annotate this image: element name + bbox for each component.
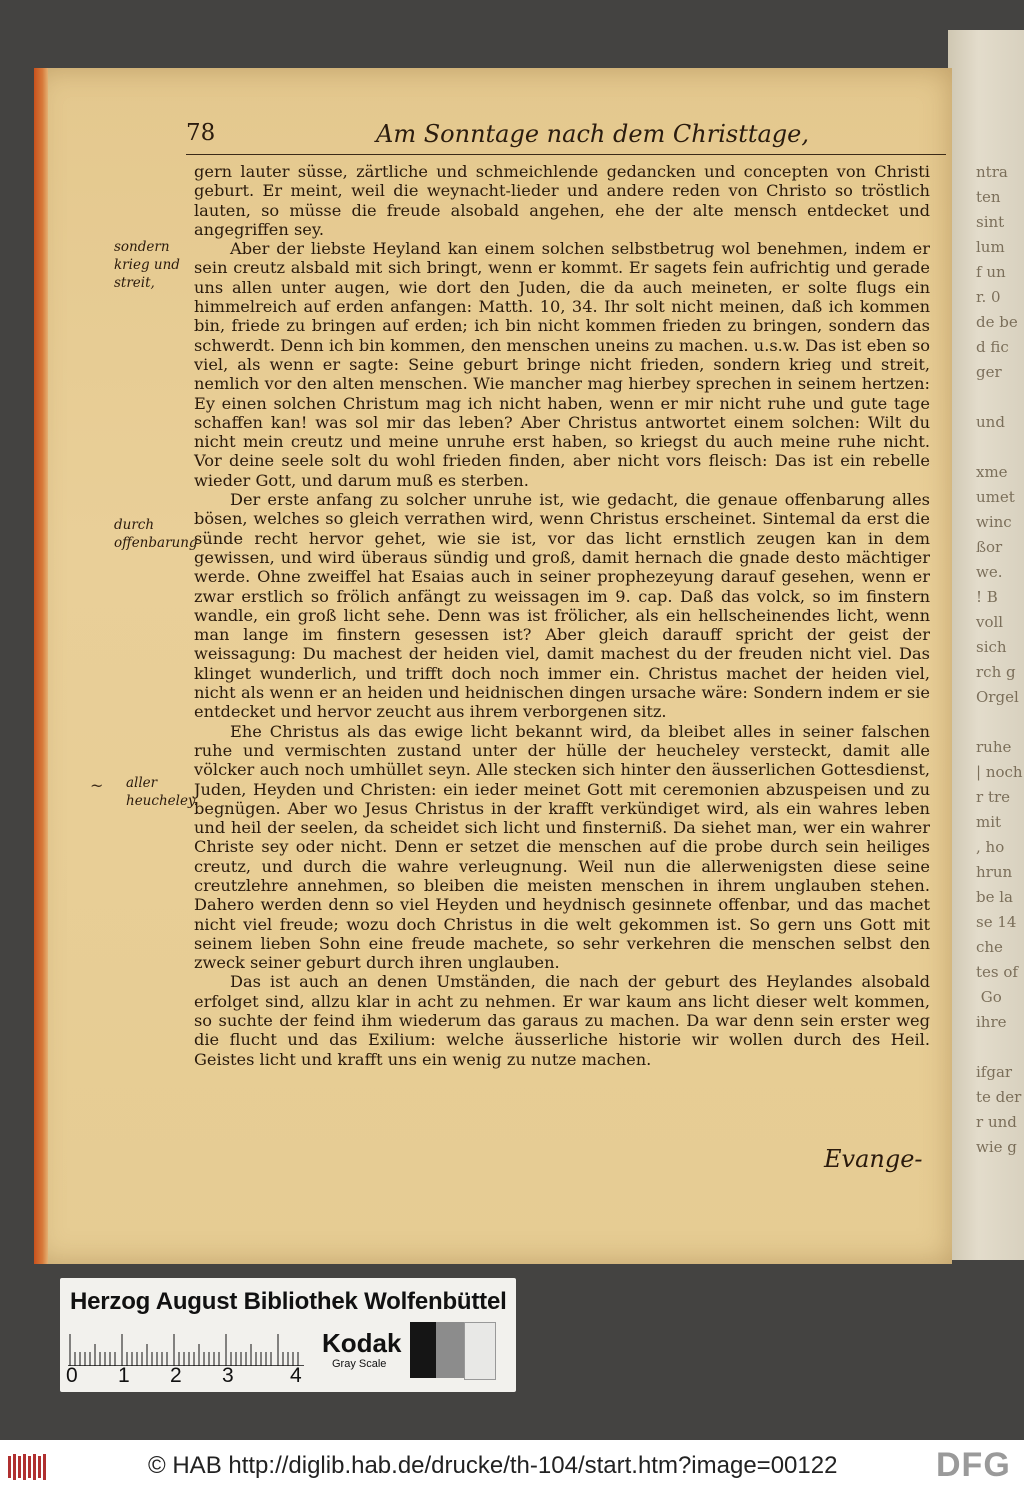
ruler-digit: 0 [66, 1364, 78, 1387]
paragraph: Das ist auch an denen Umständen, die nach der geburt des Heylandes alsobald erfolget sind, allzu klar in acht zu nehmen. Er war kaum ans licht dieser welt kommen, so suchte der feind ihm wiederum das garaus zu machen. Da war denn sein erster weg die flucht und das Exilium: welche äusserliche historie wir wollen durch des Heil. Geistes licht und krafft uns ein wenig zu nutze machen. [194, 972, 930, 1069]
book-page [34, 68, 952, 1264]
dfg-logo: DFG [936, 1446, 1011, 1484]
marginal-note-2: durch offenbarung [114, 517, 198, 551]
footer-bar [0, 1440, 1024, 1495]
facing-page-sliver [948, 30, 1024, 1260]
paragraph: gern lauter süsse, zärtliche und schmeichlende gedancken und concepten von Christi geburt. Er meint, weil die weynacht-lieder und andere reden von Christo so tröstlich lauten, so müsse die freude alsobald angehen, ehe der alte mensch entdecket und angegriffen sey. [194, 162, 930, 239]
gray-patch-white [464, 1322, 496, 1380]
facing-page-text: ntra ten sint lum f un r. 0 de be d fic ger und xme umet winc ßor we. ! B voll sich rch g Orgel ruhe | noch r tre mit , ho hrun be la se 14 che tes of Go ihre ifgar te der r und wie g [976, 163, 1023, 1156]
library-label [60, 1278, 516, 1392]
catchword: Evange- [824, 1145, 923, 1173]
gray-scale-caption: Gray Scale [332, 1358, 387, 1370]
page-number: 78 [186, 120, 216, 146]
institution-name: Herzog August Bibliothek Wolfenbüttel [70, 1288, 507, 1315]
ruler-digit: 2 [170, 1364, 182, 1387]
ruler-digits [64, 1364, 314, 1388]
page-edge [34, 68, 48, 1264]
kodak-brand: Kodak [322, 1328, 402, 1358]
page-title: Am Sonntage nach dem Christtage, [376, 120, 809, 148]
copyright-link[interactable]: © HAB http://diglib.hab.de/drucke/th-104/start.htm?image=00122 [148, 1452, 838, 1479]
marginal-note-1: sondern krieg und streit, [114, 239, 180, 291]
running-head [186, 120, 946, 155]
paragraph: Aber der liebste Heyland kan einem solchen selbstbetrug wol benehmen, indem er sein creutz alsbald mit sich bringt, wenn er kommt. Er sagets fein aufrichtig und gerade uns allen unter augen, wie dort den Juden, die da auch meineten, er solte flugs ein himmelreich auf erden anfangen: Matth. 10, 34. Ihr solt nicht meinen, daß ich kommen bin, friede zu bringen auf erden; ich bin nicht kommen frieden zu bringen, sondern das schwerdt. Denn ich bin kommen, den menschen uneins zu machen. u.s.w. Das ist eben so viel, als wenn er sagte: Seine geburt bringe nicht frieden, sondern krieg und streit, nemlich vor den alten menschen. Wie mancher mag hierbey sprechen in seinem hertzen: Ey einen solchen Christum mag ich nicht haben, wenn er mir nicht ruhe und gute tage schaffen kan! was sol mir das leben? Aber Christus antwortet einem solchen: Wilt du nicht mein creutz und meine unruhe erst haben, so kriegst du auch meine ruhe nicht. Vor deine seele solt du wohl frieden finden, aber nicht vors fleisch: Das ist ein rebelle wieder Gott, und darum muß es sterben. [194, 239, 930, 490]
marginal-note-3: aller heucheley. [126, 775, 199, 809]
gray-patch-black [410, 1322, 436, 1378]
paragraph: Der erste anfang zu solcher unruhe ist, wie gedacht, die genaue offenbarung alles bösen, welches so gleich verrathen wird, wenn Christus erscheinet. Sintemal da erst die sünde recht hervor gehet, wie sie ist, vor das licht ernstlich zeugen kan in dem gewissen, und wird überaus sündig und groß, damit hernach die gnade desto mächtiger werde. Ohne zweiffel hat Esaias auch in seiner prophezeyung darauf gesehen, wenn er zwar erstlich so frölich anfängt zu weissagen im 9. cap. Daß das volck, so im finstern wandle, ein groß licht sehe. Denn was ist frölicher, als ein hellscheinendes licht, wenn man lange im finstern gesessen ist? Aber gleich darauff spricht der geist der weissagung: Du machest der heiden viel, damit machest du der freuden nicht viel. Das klinget wunderlich, und trifft doch noch immer ein. Christus machet der heiden viel, nicht als wenn er an heiden und heidnischen dingen ursache wäre: Sondern indem er sie entdecket und hervor zeucht aus ihrem verborgenen sitz. [194, 490, 930, 722]
ruler-digit: 4 [290, 1364, 302, 1387]
paragraph: Ehe Christus als das ewige licht bekannt wird, da bleibet alles in seiner falschen ruhe und vermischten zustand unter der hülle der heucheley versteckt, damit alle völcker auch noch umhüllet seyn. Alle stecken sich hinter den äusserlichen Gottesdienst, Juden, Heyden und Christen: ein ieder meinet Gott mit ceremonien abzuspeisen und zu begnügen. Aber wo Jesus Christus in der krafft verkündiget wird, als ein wahres leben und heil der seelen, da scheidet sich licht und finsterniß. Da siehet man, wer ein wahrer Christe sey oder nicht. Denn er setzet die menschen auf die probe durch sein heiliges creutz, und durch die wahre verleugnung. Weil nun die allerwenigsten diese seine creutzlehre annehmen, so bleiben die meisten menschen in ihrem unglauben stehen. Dahero werden denn so viel Heyden und heydnisch gesinnete offenbar, und das machet nicht viel freude; wozu doch Christus in die welt gekommen ist. So gern uns Gott mit seinem lieben Sohn eine freude machete, so sehr verkehren die menschen selbst den zweck seiner geburt durch ihren unglauben. [194, 721, 930, 973]
gray-patch-mid [436, 1322, 464, 1378]
hab-logo-icon [8, 1452, 48, 1482]
ruler-digit: 3 [222, 1364, 234, 1387]
pointer-mark-icon: ~ [90, 776, 104, 795]
body-text [194, 162, 930, 1069]
ruler-icon [68, 1332, 304, 1366]
ruler-digit: 1 [118, 1364, 130, 1387]
